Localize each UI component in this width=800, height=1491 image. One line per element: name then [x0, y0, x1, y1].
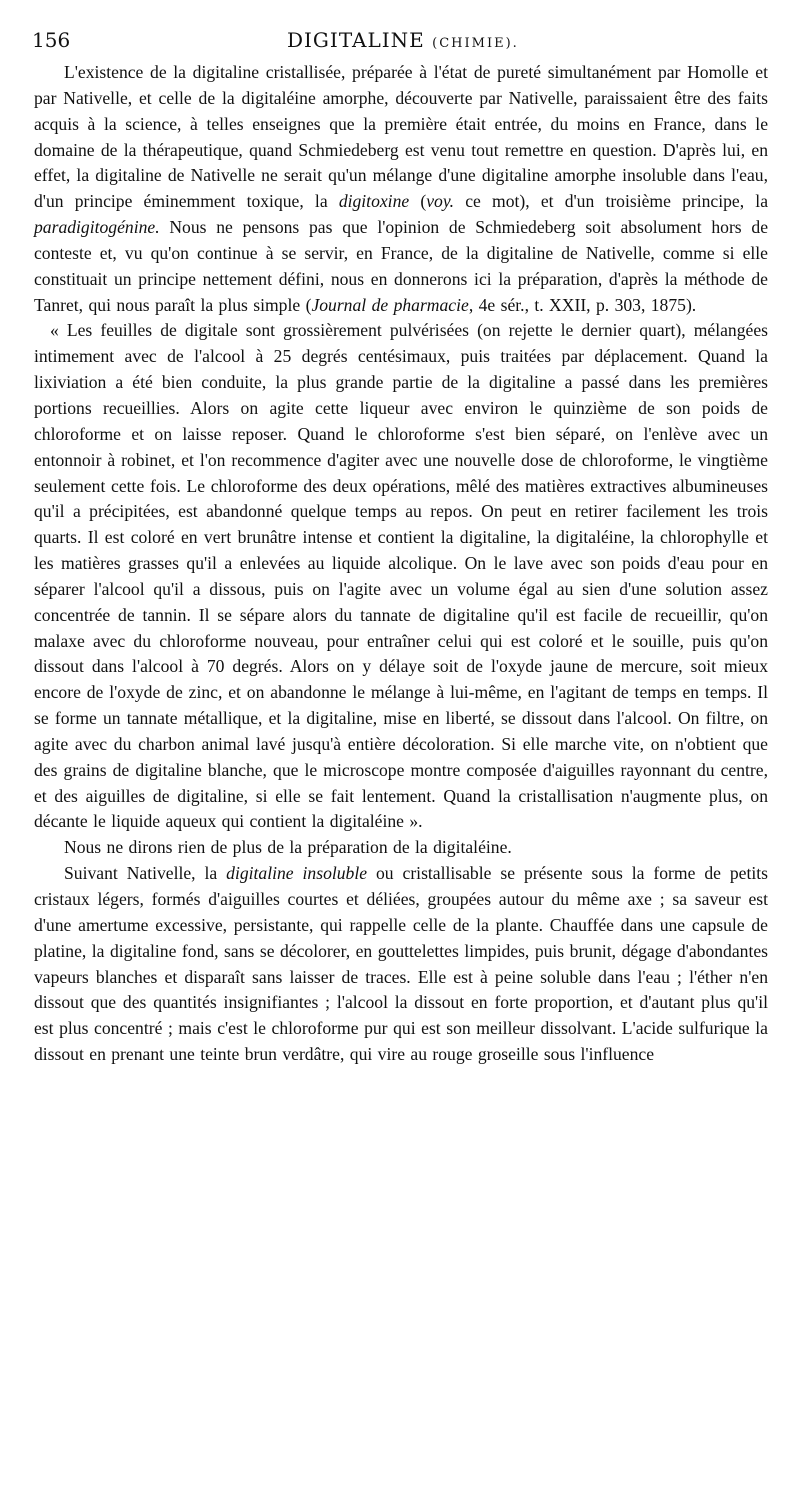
- text-segment: Nous ne dirons rien de plus de la préparation de la digitaléine.: [64, 837, 512, 858]
- text-segment: « Les feuilles de digitale sont grossièrement pulvérisées (on rejette le dernier quart), mélangées intimement avec de l'alcool à 25 degrés centésimaux, puis traitées par déplacement. Quand la lixiviation a été bien conduite, la plus grande partie de la digitaline a passé dans les premières portions recueillies. Alors on agite cette liqueur avec environ le quinzième de son poids de chloroforme et on laisse reposer. Quand le chloroforme s'est bien séparé, on l'enlève avec un entonnoir à robinet, et l'on recommence d'agiter avec une nouvelle dose de chloroforme, le vingtième seulement cette fois. Le chloroforme des deux opérations, mêlé des matières extractives albumineuses qu'il a précipitées, est abandonné quelque temps au repos. On peut en retirer facilement les trois quarts. Il est coloré en vert brunâtre intense et contient la digitaline, la digitaléine, la chlorophylle et les matières grasses qu'il a enlevées au liquide alcolique. On le lave avec son poids d'eau pour en séparer l'alcool qu'il a dissous, puis on l'agite avec un volume égal au sien d'une solution assez concentrée de tannin. Il se sépare alors du tannate de digitaline qu'il est facile de recueillir, qu'on malaxe avec du chloroforme nouveau, pour entraîner celui qui est coloré et le souille, puis qu'on dissout dans l'alcool à 70 degrés. Alors on y délaye soit de l'oxyde jaune de mercure, soit mieux encore de l'oxyde de zinc, et on abandonne le mélange à lui-même, en l'agitant de temps en temps. Il se forme un tannate métallique, et la digitaline, mise en liberté, se dissout dans l'alcool. On filtre, on agite avec du charbon animal lavé jusqu'à entière décoloration. Si elle marche vite, on n'obtient que des grains de digitaline blanche, que le microscope montre composée d'aiguilles rayonnant du centre, et des aiguilles de digitaline, si elle se fait lentement. Quand la cristallisation n'augmente plus, on décante le liquide aqueux qui contient la digitaléine ».: [34, 320, 768, 832]
- italic-text: voy.: [426, 191, 455, 212]
- page-number: 156: [32, 28, 71, 52]
- page-header: [32, 28, 768, 58]
- italic-text: digitoxine: [338, 191, 410, 212]
- text-segment: L'existence de la digitaline cristallisée, préparée à l'état de pureté simultanément par Homolle et par Nativelle, et celle de la digitaléine amorphe, découverte par Nativelle, paraissaient être des faits acquis à la science, à telles enseignes que la première était entrée, du moins en France, dans le domaine de la thérapeutique, quand Schmiedeberg est venu tout remettre en question. D'après lui, en effet, la digitaline de Nativelle ne serait qu'un mélange d'une digitaline amorphe insoluble dans l'eau, d'un principe éminemment toxique, la: [34, 62, 768, 212]
- running-head: [287, 28, 519, 52]
- paragraph: [34, 861, 768, 1068]
- italic-text: Journal de pharmacie: [311, 294, 469, 315]
- text-segment: ce mot), et d'un troisième principe, la: [454, 191, 768, 212]
- body-text: [34, 60, 768, 1068]
- text-segment: Suivant Nativelle, la: [64, 863, 227, 884]
- italic-text: paradigitogénine.: [34, 217, 160, 238]
- text-segment: ou cristallisable se présente sous la forme de petits cristaux légers, formés d'aiguilles courtes et déliées, groupées autour du même axe ; sa saveur est d'une amertume excessive, persistante, qui rappelle celle de la plante. Chauffée dans une capsule de platine, la digitaline fond, sans se décolorer, en gouttelettes limpides, puis brunit, dégage d'abondantes vapeurs blanches et disparaît sans laisser de traces. Elle est à peine soluble dans l'eau ; l'éther n'en dissout que des quantités insignifiantes ; l'alcool la dissout en forte proportion, et d'autant plus qu'il est plus concentré ; mais c'est le chloroforme pur qui est son meilleur dissolvant. L'acide sulfurique la dissout en prenant une teinte brun verdâtre, qui vire au rouge groseille sous l'influence: [34, 863, 768, 1065]
- text-segment: (: [409, 191, 427, 212]
- text-segment: Nous ne pensons pas que l'opinion de Schmiedeberg soit absolument hors de conteste et, vu qu'on continue à se servir, en France, de la digitaline de Nativelle, comme si elle constituait un principe nettement défini, nous en donnerons ici la préparation, d'après la méthode de Tanret, qui nous paraît la plus simple (: [34, 217, 768, 315]
- running-head-subtitle: (CHIMIE).: [432, 36, 519, 51]
- running-head-title: DIGITALINE: [287, 28, 425, 52]
- paragraph: [34, 318, 768, 835]
- paragraph: [34, 835, 768, 861]
- italic-text: digitaline insoluble: [226, 863, 368, 884]
- text-segment: , 4e sér., t. XXII, p. 303, 1875).: [468, 294, 697, 315]
- paragraph: [34, 60, 768, 318]
